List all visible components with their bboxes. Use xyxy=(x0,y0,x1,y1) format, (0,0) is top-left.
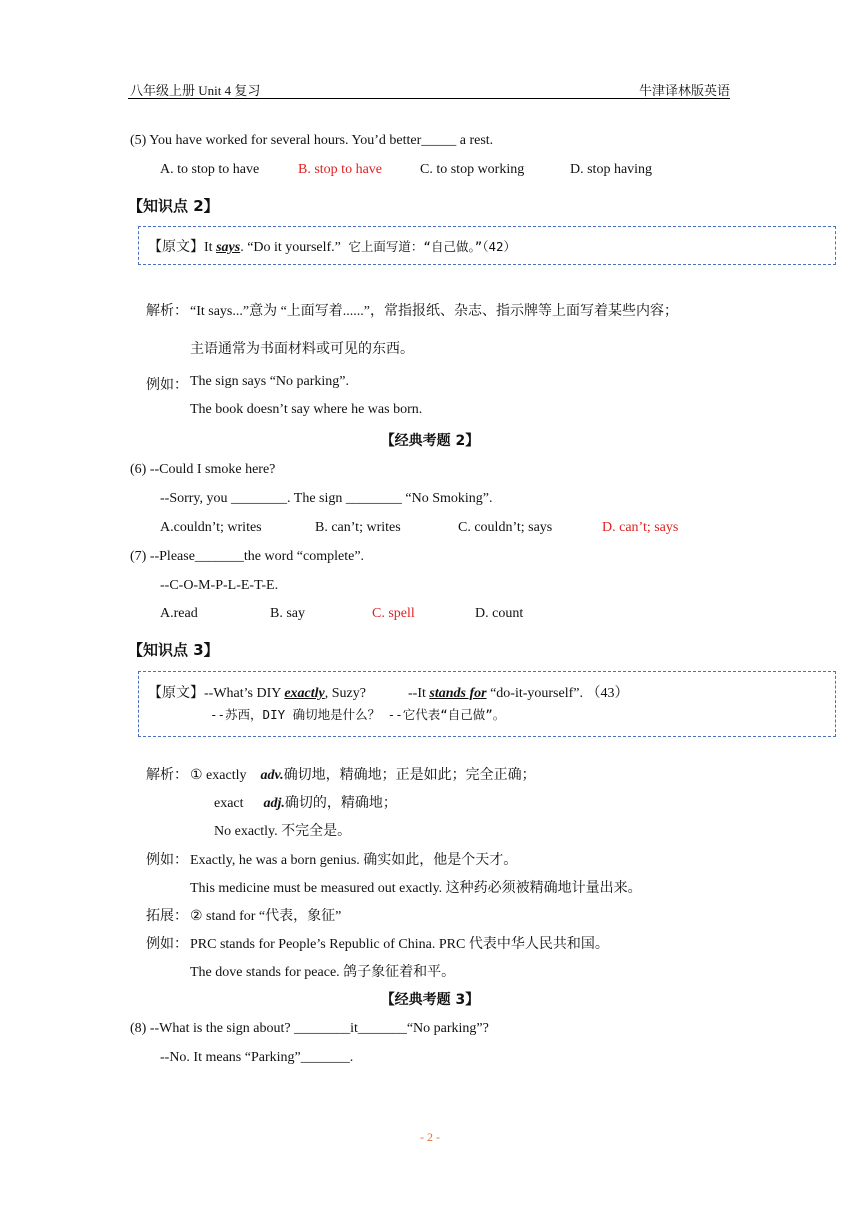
header-left: 八年级上册 Unit 4 复习 xyxy=(130,83,261,98)
q5-option-d: D. stop having xyxy=(570,162,653,177)
kp3-analysis-3: No exactly. 不完全是。 xyxy=(214,824,352,839)
kp3-original-line1 xyxy=(148,682,366,702)
q7-option-b: B. say xyxy=(270,606,305,621)
kp2-original-rest: . “Do it yourself.” xyxy=(240,240,341,255)
kp3-a1-prefix: ① exactly xyxy=(190,768,247,783)
kp3-orig-a: 【原文】--What’s DIY xyxy=(148,686,285,701)
q5-option-a: A. to stop to have xyxy=(160,162,260,177)
exam2-title: 【经典考题 2】 xyxy=(380,433,480,449)
q5-stem: (5) You have worked for several hours. You’d better_____ a rest. xyxy=(130,133,494,148)
kp3-analysis-label: 解析： xyxy=(146,768,188,783)
kp3-a2-prefix: exact xyxy=(214,796,244,811)
q7-line2: --C-O-M-P-L-E-T-E. xyxy=(160,578,279,593)
kp2-original-cn: 它上面写道：“自己做。”（42） xyxy=(340,239,517,254)
q6-line2: --Sorry, you ________. The sign ________ “No Smoking”. xyxy=(160,491,493,506)
exam3-title: 【经典考题 3】 xyxy=(380,992,480,1008)
q7-line1: (7) --Please_______the word “complete”. xyxy=(130,549,365,564)
kp2-example-1: The sign says “No parking”. xyxy=(190,374,350,389)
kp3-heading: 【知识点 3】 xyxy=(128,641,219,659)
kp3-a1-pos: adv. xyxy=(260,768,284,783)
kp3-extension: ② stand for “代表，象征” xyxy=(190,909,342,924)
page-number: - 2 - xyxy=(420,1130,440,1144)
kp3-analysis-1 xyxy=(190,764,536,784)
kp2-heading: 【知识点 2】 xyxy=(128,197,219,215)
q6-option-c: C. couldn’t; says xyxy=(458,520,553,535)
q7-option-c: C. spell xyxy=(372,606,415,621)
kp3-orig-key2: stands for xyxy=(429,686,487,701)
kp2-original-prefix: 【原文】It xyxy=(148,240,217,255)
q6-option-d: D. can’t; says xyxy=(602,520,679,535)
kp3-example-label: 例如： xyxy=(146,853,188,868)
kp3-original-cn: --苏西，DIY 确切地是什么？ --它代表“自己做”。 xyxy=(210,707,506,722)
q8-line2: --No. It means “Parking”_______. xyxy=(160,1050,354,1065)
kp2-example-2: The book doesn’t say where he was born. xyxy=(190,402,423,417)
q6-line1: (6) --Could I smoke here? xyxy=(130,462,276,477)
kp3-analysis-2 xyxy=(214,792,397,812)
kp2-analysis-label: 解析： xyxy=(146,304,188,319)
kp3-extension-label: 拓展： xyxy=(146,909,188,924)
kp3-example-3: PRC stands for People’s Republic of China. PRC 代表中华人民共和国。 xyxy=(190,937,609,952)
q7-option-d: D. count xyxy=(475,606,524,621)
q6-option-b: B. can’t; writes xyxy=(315,520,401,535)
kp2-analysis-2: 主语通常为书面材料或可见的东西。 xyxy=(190,342,414,357)
kp3-orig-c: --It xyxy=(408,686,430,701)
header-right: 牛津译林版英语 xyxy=(638,83,730,98)
q5-option-c: C. to stop working xyxy=(420,162,525,177)
q7-option-a: A.read xyxy=(160,606,198,621)
kp3-example-1: Exactly, he was a born genius. 确实如此，他是个天才。 xyxy=(190,853,518,868)
kp2-original-key: says xyxy=(216,240,241,255)
kp3-example-2: This medicine must be measured out exactly. 这种药必须被精确地计量出来。 xyxy=(190,881,642,896)
kp3-original-line1b xyxy=(408,682,629,702)
q8-line1: (8) --What is the sign about? ________it_______“No parking”? xyxy=(130,1021,489,1036)
kp3-orig-b: , Suzy? xyxy=(324,686,366,701)
kp3-orig-d: “do-it-yourself”. （43） xyxy=(486,686,629,701)
kp2-analysis-1: “It says...”意为 “上面写着......”，常指报纸、杂志、指示牌等上面写着某些内容； xyxy=(190,304,679,319)
kp2-example-label: 例如： xyxy=(146,378,188,393)
q5-option-b: B. stop to have xyxy=(298,162,382,177)
kp3-a2-cn: 确切的，精确地； xyxy=(284,796,397,811)
kp3-a2-pos: adj. xyxy=(263,796,285,811)
kp3-example-4: The dove stands for peace. 鸽子象征着和平。 xyxy=(190,965,456,980)
q6-option-a: A.couldn’t; writes xyxy=(160,520,262,535)
kp3-a1-cn: 确切地，精确地；正是如此；完全正确； xyxy=(283,768,536,783)
kp3-original-box xyxy=(138,671,836,737)
kp2-original xyxy=(148,236,516,256)
kp3-example3-label: 例如： xyxy=(146,937,188,952)
kp3-orig-key1: exactly xyxy=(284,686,325,701)
header-divider xyxy=(128,98,730,99)
